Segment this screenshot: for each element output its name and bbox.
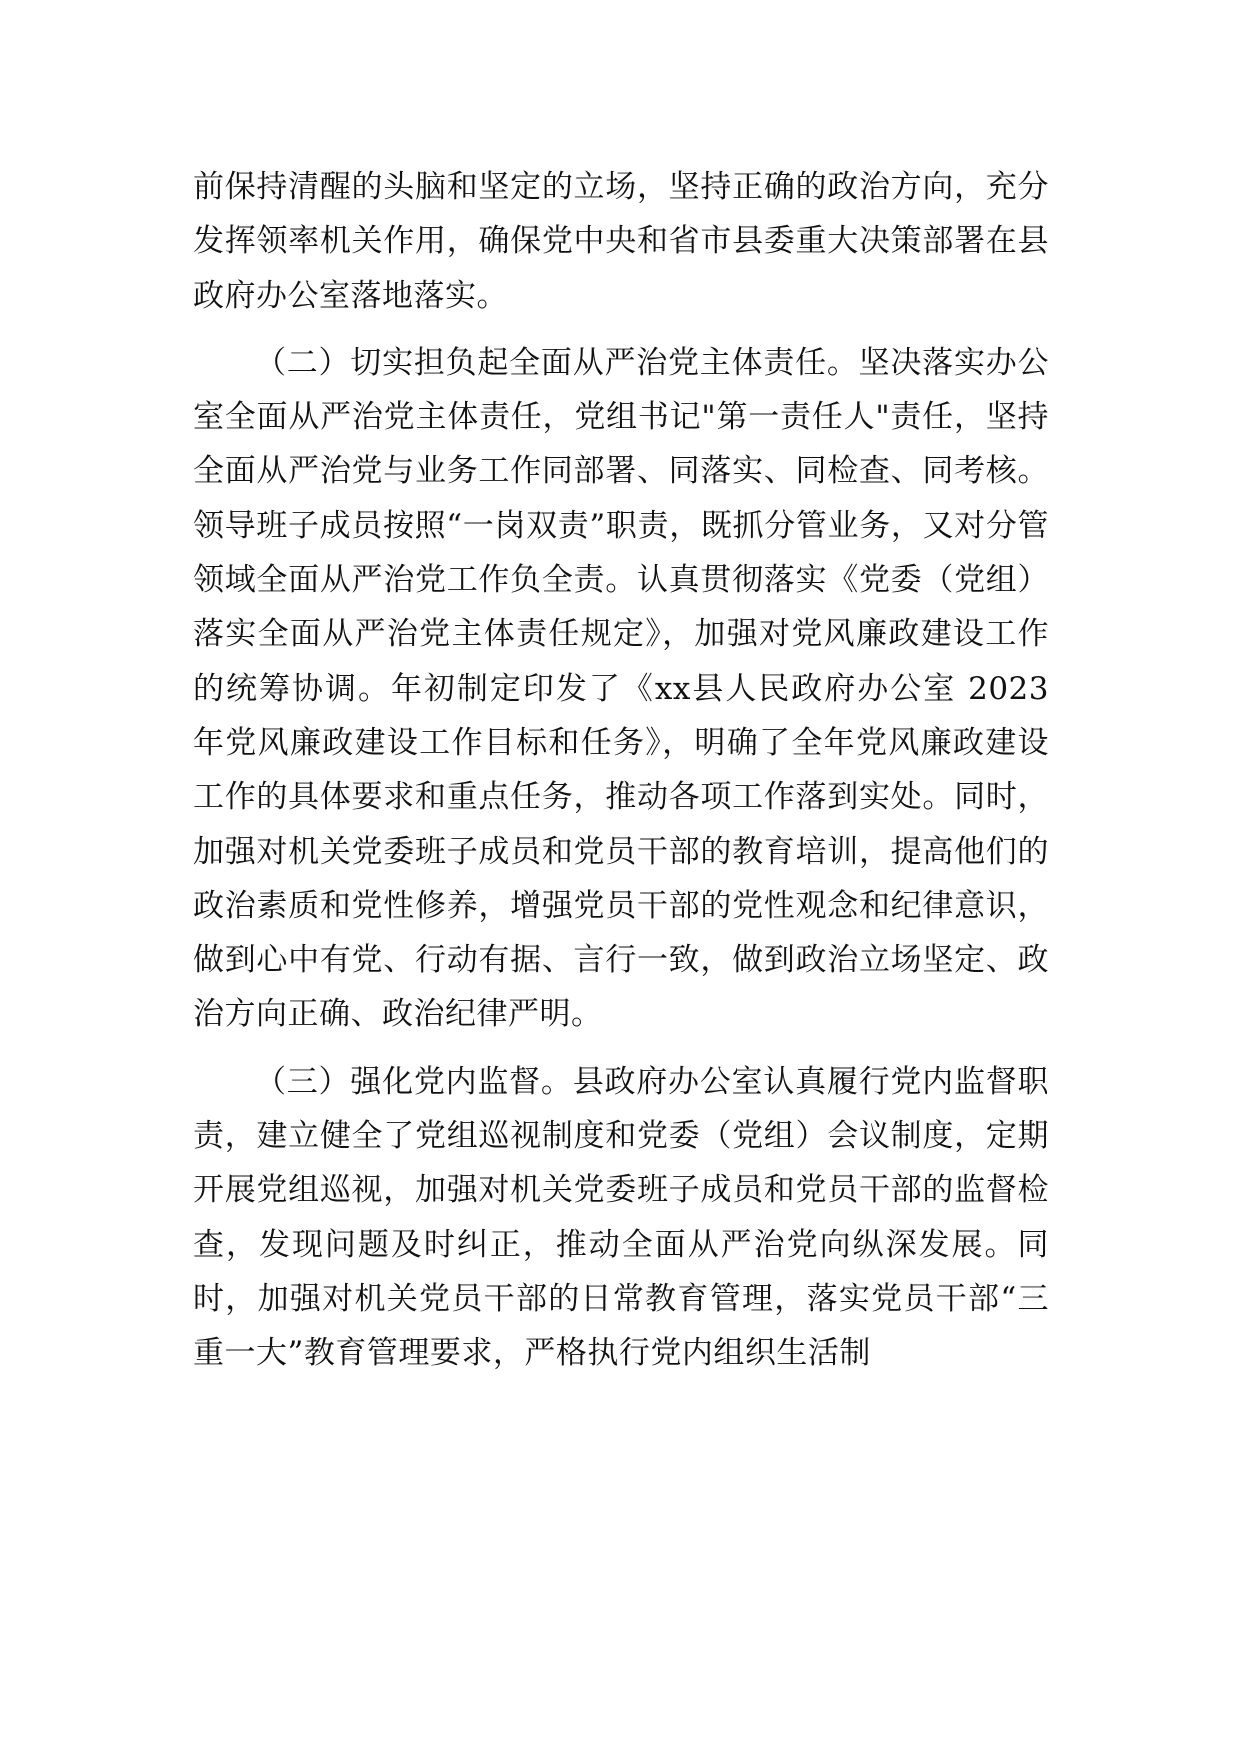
paragraph-section-2: （二）切实担负起全面从严治党主体责任。坚决落实办公室全面从严治党主体责任，党组书记"第一责任人"责任，坚持全面从严治党与业务工作同部署、同落实、同检查、同考核。领导班子成员按照“一岗双责”职责，既抓分管业务，又对分管领域全面从严治党工作负全责。认真贯彻落实《党委（党组）落实全面从严治党主体责任规定》，加强对党风廉政建设工作的统筹协调。年初制定印发了《xx县人民政府办公室 2023 年党风廉政建设工作目标和任务》，明确了全年党风廉政建设工作的具体要求和重点任务，推动各项工作落到实处。同时，加强对机关党委班子成员和党员干部的教育培训，提高他们的政治素质和党性修养，增强党员干部的党性观念和纪律意识，做到心中有党、行动有据、言行一致，做到政治立场坚定、政治方向正确、政治纪律严明。 [193,344,1049,1033]
paragraph-continuation: 前保持清醒的头脑和坚定的立场，坚持正确的政治方向，充分发挥领率机关作用，确保党中央和省市县委重大决策部署在县政府办公室落地落实。 [193,169,1049,314]
paragraph-section-3: （三）强化党内监督。县政府办公室认真履行党内监督职责，建立健全了党组巡视制度和党委（党组）会议制度，定期开展党组巡视，加强对机关党委班子成员和党员干部的监督检查，发现问题及时纠正，推动全面从严治党向纵深发展。同时，加强对机关党员干部的日常教育管理，落实党员干部“三重一大”教育管理要求，严格执行党内组织生活制 [193,1063,1049,1372]
document-body [193,160,1049,1394]
